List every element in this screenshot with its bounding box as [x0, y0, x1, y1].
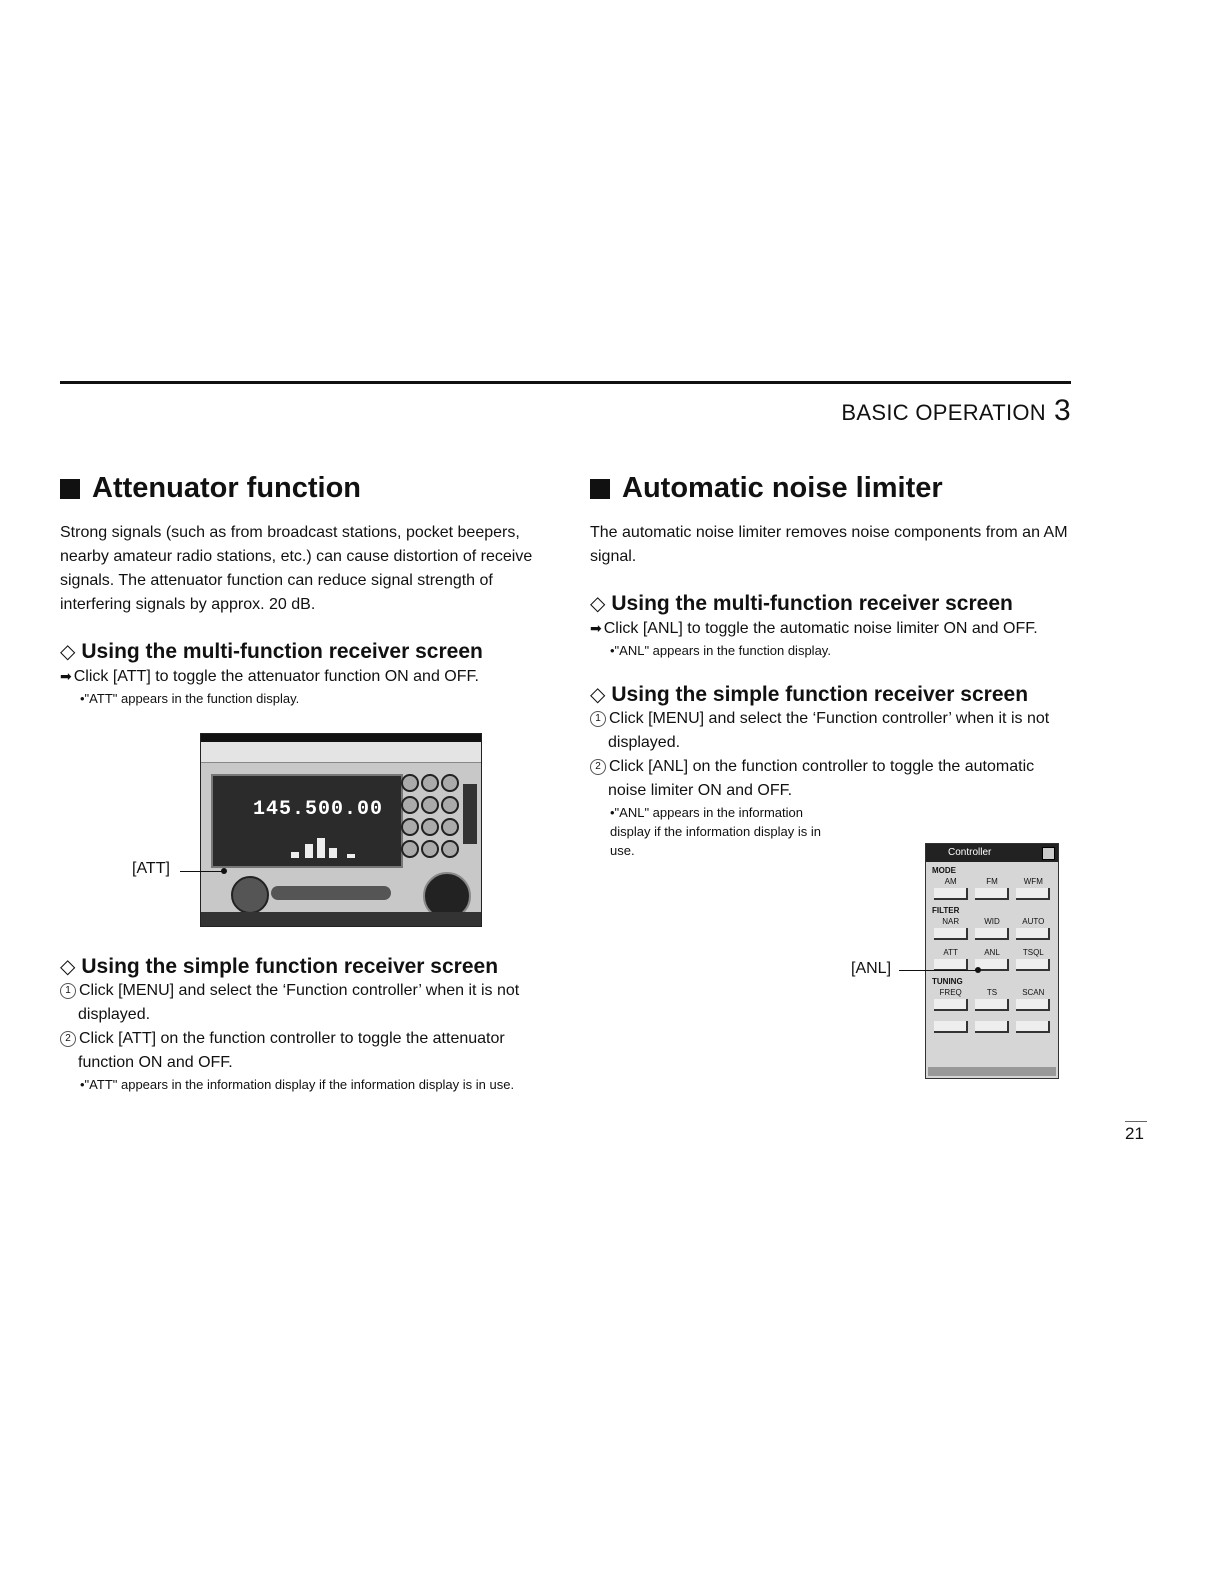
step2-simple-att: 2 Click [ATT] on the function controller to toggle the attenuator function ON and OFF.: [60, 1027, 545, 1075]
att-button[interactable]: [231, 876, 269, 914]
controller-button-label: ATT: [943, 948, 958, 957]
keypad: [401, 774, 461, 854]
step2-simple-anl: 2 Click [ANL] on the function controller to toggle the automatic noise limiter ON and OFF.: [590, 755, 1075, 803]
subheading-simple-att: ◇ Using the simple function receiver screen: [60, 954, 499, 978]
controller-button-face: [975, 888, 1009, 900]
note-simple-anl: •"ANL" appears in the information display if the information display is in use.: [610, 805, 821, 858]
step-multi-att: ➡ Click [ATT] to toggle the attenuator function ON and OFF.: [60, 668, 479, 685]
section-heading-attenuator: Attenuator function: [60, 472, 545, 505]
note-multi-att: •"ATT" appears in the function display.: [80, 691, 300, 706]
controller-title: Controller: [948, 847, 992, 858]
circled-two-icon: 2: [60, 1031, 76, 1047]
diamond-icon: ◇: [60, 956, 76, 978]
section-title: BASIC OPERATION: [841, 400, 1046, 425]
controller-button-label: FM: [986, 877, 998, 886]
controller-group-label: FILTER: [932, 906, 960, 915]
arrow-icon: ➡: [590, 620, 602, 636]
controller-button-face: [1016, 928, 1050, 940]
attenuator-intro: Strong signals (such as from broadcast stations, pocket beepers, nearby amateur radio stations, etc.) can cause distortion of receive signals. The attenuator function can reduce signal strength of interfering signals by approx. 20 dB.: [60, 524, 533, 613]
anl-intro: The automatic noise limiter removes noise components from an AM signal.: [590, 524, 1068, 565]
controller-button[interactable]: [1016, 917, 1050, 940]
controller-button-label: NAR: [942, 917, 960, 926]
subheading-multi-att: ◇ Using the multi-function receiver screen: [60, 639, 483, 663]
circled-one-icon: 1: [60, 983, 76, 999]
controller-button[interactable]: [934, 948, 968, 971]
receiver-screen-image: [200, 733, 482, 927]
controller-button-label: ANL: [984, 948, 1000, 957]
side-panel: [463, 784, 477, 844]
diamond-icon: ◇: [590, 593, 606, 615]
controller-button-face: [1016, 959, 1050, 971]
controller-button-row: [926, 915, 1058, 942]
controller-button[interactable]: [975, 1019, 1009, 1033]
controller-button[interactable]: [934, 917, 968, 940]
controller-button-face: [934, 1021, 968, 1033]
right-column: [590, 472, 1075, 860]
controller-button-label: AM: [944, 877, 957, 886]
controller-button[interactable]: [1016, 1019, 1050, 1033]
controller-titlebar: [926, 844, 1058, 862]
circled-two-icon: 2: [590, 759, 606, 775]
controller-button-face: [1016, 888, 1050, 900]
note-multi-anl: •"ANL" appears in the function display.: [610, 643, 831, 658]
function-button-row: [271, 886, 391, 900]
controller-button-label: AUTO: [1022, 917, 1045, 926]
close-icon[interactable]: [1042, 847, 1055, 860]
controller-button[interactable]: [1016, 877, 1050, 900]
controller-button-label: FREQ: [939, 988, 962, 997]
anl-callout-line: [899, 970, 977, 971]
chapter-number: 3: [1054, 394, 1071, 427]
controller-button[interactable]: [1016, 948, 1050, 971]
controller-button[interactable]: [1016, 988, 1050, 1011]
controller-button-row: [926, 986, 1058, 1013]
controller-button-label: TS: [986, 988, 998, 997]
controller-button-face: [1016, 1021, 1050, 1033]
section-heading-anl: Automatic noise limiter: [590, 472, 1075, 505]
controller-button[interactable]: [934, 988, 968, 1011]
att-callout-line: [180, 871, 224, 872]
controller-button[interactable]: [975, 988, 1009, 1011]
controller-button-face: [934, 888, 968, 900]
header-rule: [60, 381, 1071, 384]
controller-button-face: [934, 999, 968, 1011]
controller-button-label: TSQL: [1022, 948, 1044, 957]
anl-callout-dot: [975, 967, 981, 973]
controller-group-label: TUNING: [932, 977, 963, 986]
controller-button-face: [934, 928, 968, 940]
diamond-icon: ◇: [590, 684, 606, 706]
page-number: 21: [1125, 1124, 1144, 1143]
controller-button-row: [926, 875, 1058, 902]
square-bullet-icon: [60, 479, 80, 499]
controller-button[interactable]: [975, 917, 1009, 940]
controller-button[interactable]: [934, 1019, 968, 1033]
window-titlebar: [201, 734, 481, 742]
arrow-icon: ➡: [60, 668, 72, 684]
subheading-multi-anl: ◇ Using the multi-function receiver screen: [590, 591, 1013, 615]
controller-group-label: MODE: [932, 866, 956, 875]
controller-button[interactable]: [975, 877, 1009, 900]
anl-callout-label: [ANL]: [851, 960, 892, 977]
controller-button-label: SCAN: [1022, 988, 1045, 997]
controller-status-bar: [928, 1067, 1056, 1076]
step1-simple-anl: 1 Click [MENU] and select the ‘Function controller’ when it is not displayed.: [590, 707, 1075, 755]
square-bullet-icon: [590, 479, 610, 499]
running-header: [841, 394, 1071, 428]
controller-button-row: [926, 1017, 1058, 1035]
controller-button-row: [926, 946, 1058, 973]
subheading-simple-anl: ◇ Using the simple function receiver screen: [590, 682, 1029, 706]
controller-button-face: [1016, 999, 1050, 1011]
controller-button-label: WFM: [1023, 877, 1043, 886]
controller-button[interactable]: [934, 877, 968, 900]
diamond-icon: ◇: [60, 641, 76, 663]
frequency-readout: 145.500.00: [253, 798, 384, 821]
step1-simple-att: 1 Click [MENU] and select the ‘Function controller’ when it is not displayed.: [60, 979, 545, 1027]
controller-button-face: [975, 928, 1009, 940]
controller-button-label: WID: [984, 917, 1000, 926]
window-menubar: [201, 742, 481, 763]
controller-button-face: [975, 999, 1009, 1011]
circled-one-icon: 1: [590, 711, 606, 727]
step-multi-anl: ➡ Click [ANL] to toggle the automatic noise limiter ON and OFF.: [590, 620, 1038, 637]
att-callout-label: [ATT]: [132, 860, 170, 877]
att-callout-dot: [221, 868, 227, 874]
frequency-display: [211, 774, 403, 868]
status-strip: [201, 912, 481, 926]
controller-button-face: [975, 1021, 1009, 1033]
controller-body: [926, 866, 1058, 1035]
note-simple-att: •"ATT" appears in the information display if the information display is in use.: [80, 1077, 515, 1092]
bandscope-bars: [283, 838, 363, 858]
controller-window: [925, 843, 1059, 1079]
